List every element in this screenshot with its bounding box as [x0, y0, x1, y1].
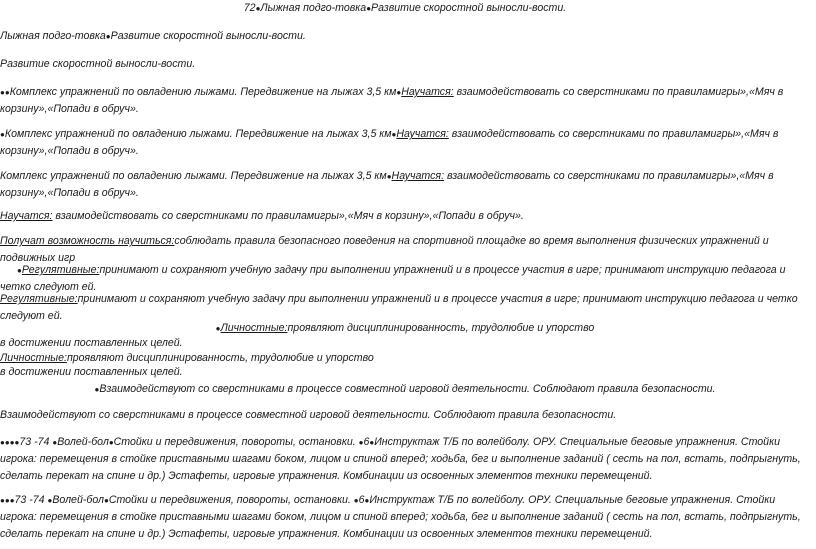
bullet-icon: ● [9, 496, 15, 505]
bullet-icon: ● [0, 438, 5, 447]
bullet-icon: ● [105, 32, 111, 41]
lesson-content: Инструктаж Т/Б по волейболу. ОРУ. Специальные беговые упражнения. Стойки игрока: перемещения в стойке приставными шагами боком, лицом и спиной вперед; ходьба, бег и выполнение заданий ( сесть на пол, встать, подпрыгнуть, сделать перекат на спине и др.) Эстафеты, игровые упражнения. Комбинации из освоенных элементов техники перемещений. [0, 494, 801, 540]
topic-subtitle: Развитие скоростной выносли-вости. [371, 2, 567, 14]
complex-text: Комплекс упражнений по овладению лыжами. Передвижение на лыжах 3,5 км [4, 128, 392, 140]
lesson-hours: 6 [363, 436, 370, 448]
topic-rest: Развитие скоростной выносли-вости. [110, 30, 306, 42]
bullet-icon: ● [47, 496, 53, 505]
bullet-icon: ● [4, 438, 10, 447]
lesson-hours: 6 [358, 494, 365, 506]
opportunity-label: Получат возможность научиться: [0, 235, 175, 247]
personal-label: Личностные: [0, 352, 67, 364]
learn-text: взаимодействовать со сверстниками по правиламигры»,«Мяч в корзину»,«Попади в обруч». [0, 170, 774, 199]
bullet-icon: ● [0, 130, 5, 139]
personal-text: проявляют дисциплинированность, трудолюбие и упорство [66, 352, 374, 364]
bullet-icon: ● [391, 130, 397, 139]
learn-text: взаимодействовать со сверстниками по правиламигры»,«Мяч в корзину»,«Попади в обруч». [52, 210, 524, 222]
bullet-icon: ● [4, 88, 10, 97]
bullet-icon: ● [255, 4, 261, 13]
bullet-icon: ● [364, 496, 370, 505]
bullet-icon: ● [396, 88, 402, 97]
bullet-icon: ● [94, 385, 100, 394]
endurance-line: Развитие скоростной выносли-вости. [0, 58, 196, 70]
bullet-icon: ● [0, 496, 5, 505]
complex-paragraph-3 [0, 168, 810, 202]
regulative-label: Регулятивные: [21, 264, 100, 276]
communicative-line-centered [0, 381, 810, 398]
learn-label: Научатся: [0, 210, 53, 222]
lesson-topic: Стойки и передвижения, повороты, остановки. [113, 436, 359, 448]
topic-text: Лыжная подго-товка [0, 30, 106, 42]
learn-label: Научатся: [391, 170, 445, 182]
lesson-sport: Волей-бол [57, 436, 109, 448]
bullet-icon: ● [366, 4, 372, 13]
lesson-content: Инструктаж Т/Б по волейболу. ОРУ. Специальные беговые упражнения. Стойки игрока: перемещения в стойке приставными шагами боком, лицом и спиной вперед; ходьба, бег и выполнение заданий ( сесть на пол, встать, подпрыгнуть, сделать перекат на спине и др.) Эстафеты, игровые упражнения. Комбинации из освоенных элементов техники перемещений. [0, 436, 801, 482]
personal-label: Личностные: [220, 322, 288, 334]
heading-line [0, 0, 810, 17]
opportunity-text: соблюдать правила безопасного поведения на спортивной площадке во время выполнения физических упражнений и подвижных игр [0, 235, 769, 264]
learn-label: Научатся: [401, 86, 454, 98]
complex-text: Комплекс упражнений по овладению лыжами. Передвижение на лыжах 3,5 км [0, 170, 387, 182]
regulative-text: принимают и сохраняют учебную задачу при выполнении упражнений и в процессе участия в игре; принимают инструкцию педагога и четко следуют ей. [0, 264, 786, 293]
bullet-icon: ● [215, 324, 221, 333]
topic-line [0, 28, 810, 45]
complex-paragraph-2 [0, 126, 810, 160]
personal-text: проявляют дисциплинированность, трудолюбие и упорство [287, 322, 595, 334]
lesson-topic: Стойки и передвижения, повороты, остановки. [108, 494, 354, 506]
personal-continuation: в достижении поставленных целей. [0, 337, 183, 349]
bullet-icon: ● [4, 496, 10, 505]
regulative-label: Регулятивные: [0, 293, 78, 305]
communicative-text: Взаимодействуют со сверстниками в процессе совместной игровой деятельности. Соблюдают правила безопасности. [99, 383, 716, 395]
learn-text: взаимодействовать со сверстниками по правиламигры»,«Мяч в корзину»,«Попади в обруч». [0, 128, 779, 157]
regulative-text: принимают и сохраняют учебную задачу при выполнении упражнений и в процессе участия в игре; принимают инструкцию педагога и четко следуют ей. [0, 293, 798, 322]
bullet-icon: ● [0, 88, 5, 97]
bullet-icon: ● [108, 438, 114, 447]
bullet-icon: ● [358, 438, 364, 447]
bullet-icon: ● [353, 496, 359, 505]
bullet-icon: ● [17, 266, 22, 275]
topic-title: Лыжная подго-товка [260, 2, 367, 14]
lesson-sport: Волей-бол [52, 494, 104, 506]
learn-label: Научатся: [396, 128, 449, 140]
personal-continuation: в достижении поставленных целей. [0, 366, 183, 378]
bullet-icon: ● [9, 438, 15, 447]
bullet-icon: ● [52, 438, 58, 447]
bullet-icon: ● [369, 438, 375, 447]
learn-paragraph [0, 208, 810, 225]
complex-text: Комплекс упражнений по овладению лыжами. Передвижение на лыжах 3,5 км [9, 86, 397, 98]
lesson-numbers: 73 -74 [19, 436, 53, 448]
lesson-paragraph-2 [0, 492, 810, 543]
bullet-icon: ● [14, 438, 20, 447]
communicative-paragraph: Взаимодействуют со сверстниками в процессе совместной игровой деятельности. Соблюдают правила безопасности. [0, 409, 617, 421]
bullet-icon: ● [103, 496, 109, 505]
bullet-icon: ● [386, 172, 392, 181]
complex-paragraph-1 [0, 84, 810, 118]
lesson-numbers: 73 -74 [14, 494, 48, 506]
learn-text: взаимодействовать со сверстниками по правиламигры»,«Мяч в корзину»,«Попади в обруч». [0, 86, 784, 115]
lesson-number: 72 [243, 2, 256, 14]
lesson-paragraph-1 [0, 434, 810, 485]
